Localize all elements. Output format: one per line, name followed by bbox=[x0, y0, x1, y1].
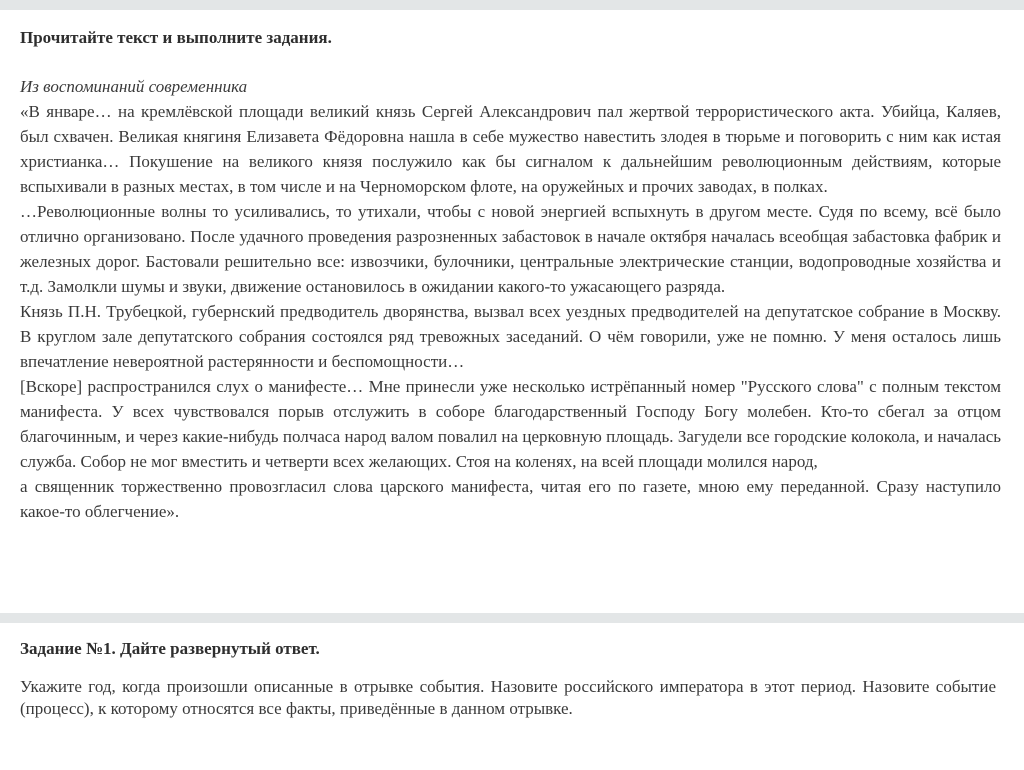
task-section bbox=[0, 623, 1024, 720]
task-text: Укажите год, когда произошли описанные в отрывке события. Назовите российского императора в этот период. Назовите событие (процесс), к которому относятся все факты, приведённые в данном отрывке. bbox=[20, 677, 996, 718]
task-heading: Задание №1. Дайте развернутый ответ. bbox=[20, 639, 320, 658]
text-paragraph: Князь П.Н. Трубецкой, губернский предводитель дворянства, вызвал всех уездных предводителей на депутатское собрание в Москву. В круглом зале депутатского собрания состоялся ряд тревожных заседаний. О чём говорили, уже не помню. У меня осталось лишь впечатление невероятной растерянности и беспомощности… bbox=[20, 302, 1001, 371]
section-divider bbox=[0, 613, 1024, 623]
text-paragraph: …Революционные волны то усиливались, то утихали, чтобы с новой энергией вспыхнуть в другом месте. Судя по всему, всё было отлично организовано. После удачного проведения разрозненных забастовок в начале октября началась всеобщая забастовка фабрик и железных дорог. Бастовали решительно все: извозчики, булочники, центральные электрические станции, водопроводные хозяйства и т.д. Замолкли шумы и звуки, движение остановилось в ожидании какого-то ужасающего разряда. bbox=[20, 202, 1001, 296]
text-paragraph: а священник торжественно провозгласил слова царского манифеста, читая его по газете, мною ему переданной. Сразу наступило какое-то облегчение». bbox=[20, 477, 1001, 521]
text-paragraph: «В январе… на кремлёвской площади великий князь Сергей Александрович пал жертвой террористического акта. Убийца, Каляев, был схвачен. Великая княгиня Елизавета Фёдоровна нашла в себе мужество навестить злодея в тюрьме и поговорить с ним как истая христианка… Покушение на великого князя послужило как бы сигналом к дальнейшим революционным действиям, которые вспыхивали в разных местах, в том числе и на Черноморском флоте, на оружейных и прочих заводах, в полках. bbox=[20, 102, 1001, 196]
top-divider bbox=[0, 0, 1024, 10]
instruction-heading: Прочитайте текст и выполните задания. bbox=[20, 28, 332, 47]
source-title: Из воспоминаний современника bbox=[20, 77, 248, 96]
text-paragraph: [Вскоре] распространился слух о манифесте… Мне принесли уже несколько истрёпанный номер "Русского слова" с полным текстом манифеста. У всех чувствовался порыв отслужить в соборе благодарственный Господу Богу молебен. Кто-то сбегал за отцом благочинным, и через какие-нибудь полчаса народ валом повалил на церковную площадь. Загудели все городские колокола, и началась служба. Собор не мог вместить и четверти всех желающих. Стоя на коленях, на всей площади молился народ, bbox=[20, 377, 1001, 471]
reading-section bbox=[0, 10, 1024, 613]
